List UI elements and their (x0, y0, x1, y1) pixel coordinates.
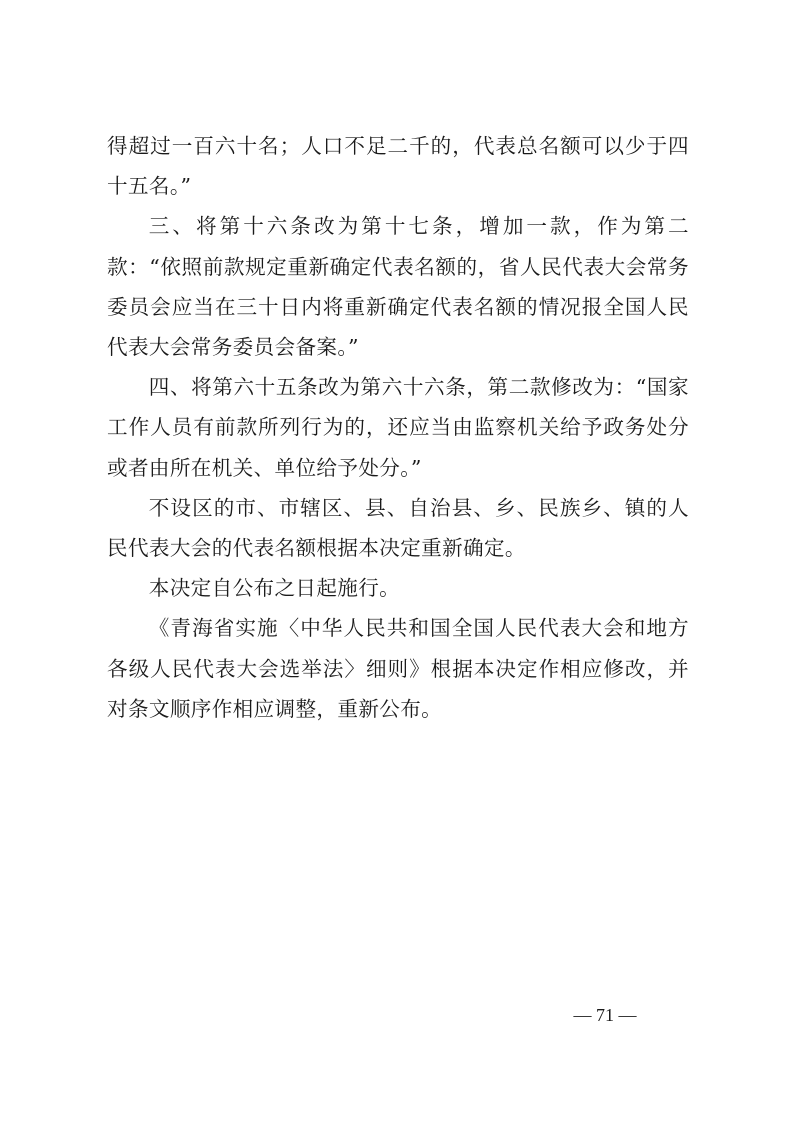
paragraph-item-four: 四、将第六十五条改为第六十六条，第二款修改为：“国家工作人员有前款所列行为的，还应当由监察机关给予政务处分或者由所在机关、单位给予处分。” (107, 375, 689, 480)
paragraph-republication: 《青海省实施〈中华人民共和国全国人民代表大会和地方各级人民代表大会选举法〉细则》根据本决定作相应修改，并对条文顺序作相应调整，重新公布。 (107, 616, 689, 721)
paragraph-continuation: 得超过一百六十名；人口不足二千的，代表总名额可以少于四十五名。” (107, 134, 689, 199)
paragraph-item-three: 三、将第十六条改为第十七条，增加一款，作为第二款：“依照前款规定重新确定代表名额的，省人民代表大会常务委员会应当在三十日内将重新确定代表名额的情况报全国人民代表大会常务委员会备案。” (107, 214, 689, 360)
document-body (107, 126, 689, 729)
paragraph-quota-rule: 不设区的市、市辖区、县、自治县、乡、民族乡、镇的人民代表大会的代表名额根据本决定重新确定。 (107, 495, 689, 561)
paragraph-effective-date: 本决定自公布之日起施行。 (148, 576, 401, 601)
page-number: — 71 — (573, 1005, 637, 1025)
